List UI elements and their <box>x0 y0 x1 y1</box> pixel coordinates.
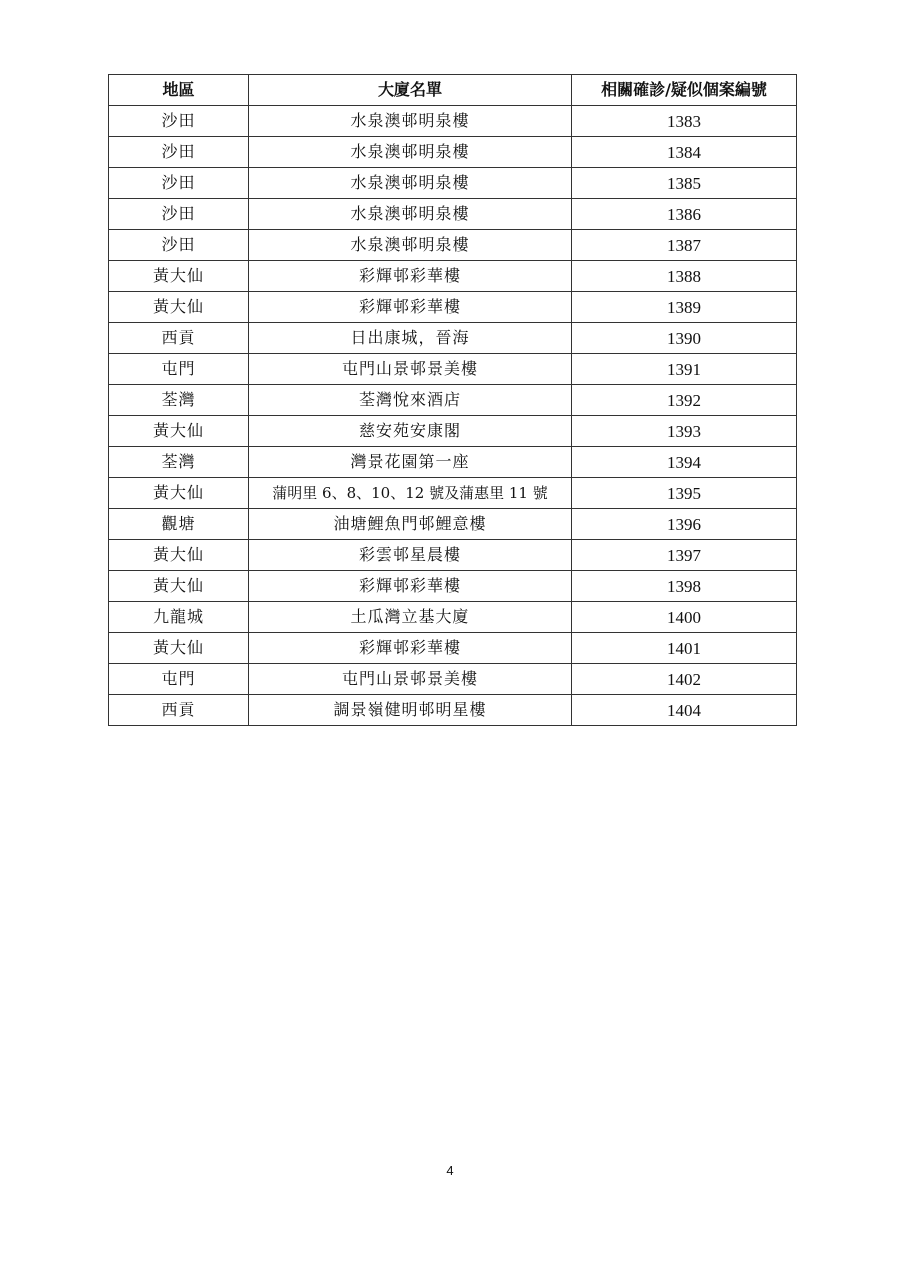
district-cell: 荃灣 <box>109 385 249 416</box>
table-header-row <box>109 75 797 106</box>
case-number-cell: 1392 <box>572 385 797 416</box>
building-cell: 慈安苑安康閣 <box>249 416 572 447</box>
case-number-cell: 1400 <box>572 602 797 633</box>
table-row <box>109 695 797 726</box>
case-number-cell: 1385 <box>572 168 797 199</box>
building-cell: 水泉澳邨明泉樓 <box>249 199 572 230</box>
table-row <box>109 540 797 571</box>
case-number-cell: 1387 <box>572 230 797 261</box>
case-number-cell: 1395 <box>572 478 797 509</box>
table-row <box>109 416 797 447</box>
district-cell: 黃大仙 <box>109 292 249 323</box>
district-cell: 黃大仙 <box>109 416 249 447</box>
building-cell: 水泉澳邨明泉樓 <box>249 106 572 137</box>
case-number-cell: 1404 <box>572 695 797 726</box>
building-cell: 調景嶺健明邨明星樓 <box>249 695 572 726</box>
district-cell: 黃大仙 <box>109 540 249 571</box>
table-row <box>109 447 797 478</box>
building-cell: 屯門山景邨景美樓 <box>249 664 572 695</box>
header-case-numbers: 相關確診/疑似個案編號 <box>572 75 797 106</box>
district-cell: 沙田 <box>109 230 249 261</box>
building-cell: 水泉澳邨明泉樓 <box>249 137 572 168</box>
case-number-cell: 1394 <box>572 447 797 478</box>
building-cell: 日出康城，晉海 <box>249 323 572 354</box>
table-row <box>109 230 797 261</box>
district-cell: 西貢 <box>109 695 249 726</box>
case-number-cell: 1388 <box>572 261 797 292</box>
district-cell: 沙田 <box>109 137 249 168</box>
case-number-cell: 1402 <box>572 664 797 695</box>
district-cell: 黃大仙 <box>109 633 249 664</box>
building-cell: 彩輝邨彩華樓 <box>249 292 572 323</box>
case-number-cell: 1401 <box>572 633 797 664</box>
building-cell: 彩輝邨彩華樓 <box>249 633 572 664</box>
case-number-cell: 1396 <box>572 509 797 540</box>
header-district: 地區 <box>109 75 249 106</box>
building-cell: 荃灣悅來酒店 <box>249 385 572 416</box>
case-number-cell: 1398 <box>572 571 797 602</box>
header-building-list: 大廈名單 <box>249 75 572 106</box>
district-cell: 屯門 <box>109 354 249 385</box>
table-row <box>109 292 797 323</box>
district-cell: 屯門 <box>109 664 249 695</box>
table-row <box>109 633 797 664</box>
district-cell: 九龍城 <box>109 602 249 633</box>
table-row <box>109 199 797 230</box>
building-cell: 彩輝邨彩華樓 <box>249 571 572 602</box>
building-cell: 土瓜灣立基大廈 <box>249 602 572 633</box>
table-row <box>109 509 797 540</box>
table-row <box>109 261 797 292</box>
district-cell: 觀塘 <box>109 509 249 540</box>
building-cell: 蒲明里 6、8、10、12 號及蒲惠里 11 號 <box>249 478 572 509</box>
building-cell: 彩輝邨彩華樓 <box>249 261 572 292</box>
building-cell: 油塘鯉魚門邨鯉意樓 <box>249 509 572 540</box>
district-cell: 沙田 <box>109 199 249 230</box>
district-cell: 黃大仙 <box>109 261 249 292</box>
case-number-cell: 1391 <box>572 354 797 385</box>
table-row <box>109 106 797 137</box>
district-cell: 西貢 <box>109 323 249 354</box>
table-row <box>109 354 797 385</box>
table-row <box>109 168 797 199</box>
district-cell: 黃大仙 <box>109 478 249 509</box>
building-cell: 彩雲邨星晨樓 <box>249 540 572 571</box>
case-number-cell: 1389 <box>572 292 797 323</box>
case-number-cell: 1383 <box>572 106 797 137</box>
table-row <box>109 478 797 509</box>
case-number-cell: 1390 <box>572 323 797 354</box>
building-cell: 水泉澳邨明泉樓 <box>249 168 572 199</box>
district-cell: 沙田 <box>109 168 249 199</box>
table-row <box>109 571 797 602</box>
case-number-cell: 1397 <box>572 540 797 571</box>
table-row <box>109 137 797 168</box>
case-number-cell: 1386 <box>572 199 797 230</box>
building-cell: 水泉澳邨明泉樓 <box>249 230 572 261</box>
building-cell: 灣景花園第一座 <box>249 447 572 478</box>
table-row <box>109 385 797 416</box>
case-number-cell: 1384 <box>572 137 797 168</box>
table-row <box>109 602 797 633</box>
table-row <box>109 664 797 695</box>
district-cell: 沙田 <box>109 106 249 137</box>
district-cell: 荃灣 <box>109 447 249 478</box>
buildings-cases-table <box>108 74 797 726</box>
building-cell: 屯門山景邨景美樓 <box>249 354 572 385</box>
case-number-cell: 1393 <box>572 416 797 447</box>
table-row <box>109 323 797 354</box>
page-number: 4 <box>446 1163 454 1178</box>
district-cell: 黃大仙 <box>109 571 249 602</box>
